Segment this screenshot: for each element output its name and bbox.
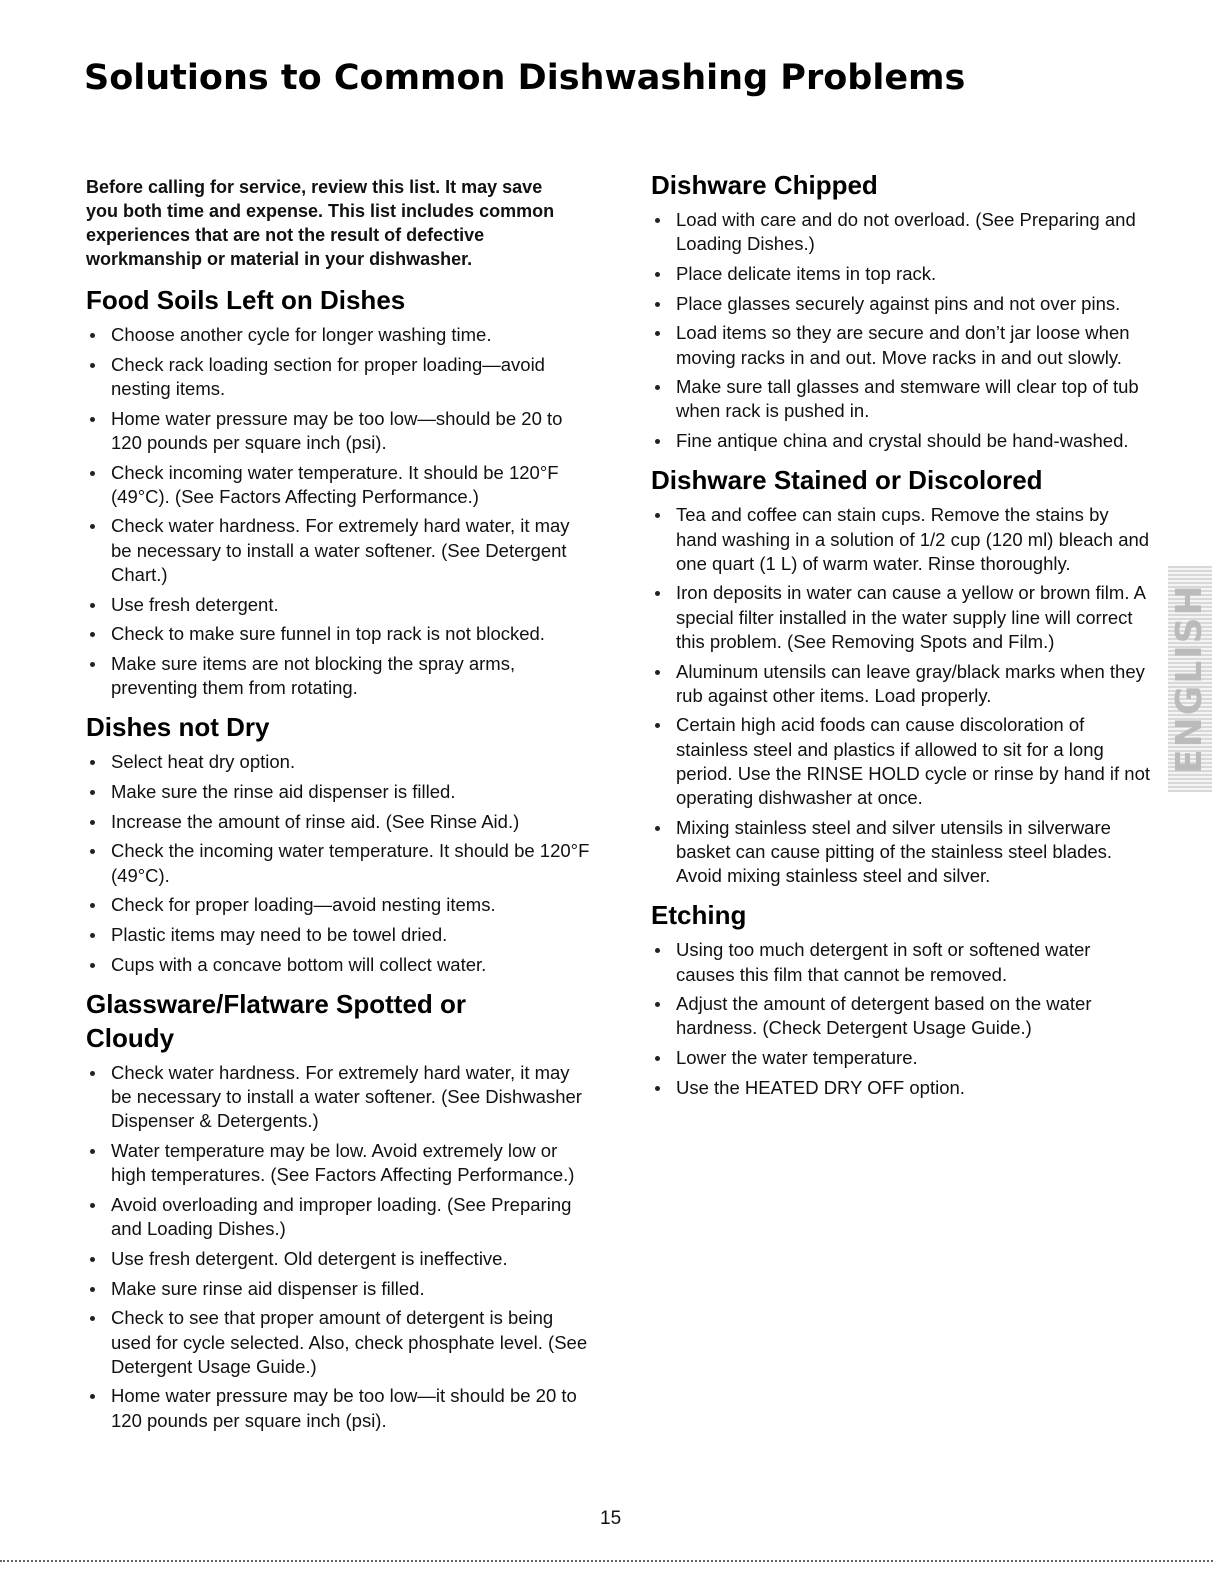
language-side-tab	[1168, 566, 1212, 792]
bullet-list	[651, 938, 1151, 1100]
list-item: Home water pressure may be too low—should be 20 to 120 pounds per square inch (psi).	[86, 407, 591, 455]
left-column	[86, 175, 591, 1443]
list-item: Tea and coffee can stain cups. Remove the stains by hand washing in a solution of 1/2 cup (120 ml) bleach and one quart (1 L) of warm water. Rinse thoroughly.	[651, 503, 1151, 576]
right-column	[651, 168, 1151, 1110]
list-item: Increase the amount of rinse aid. (See Rinse Aid.)	[86, 810, 591, 834]
list-item: Using too much detergent in soft or softened water causes this film that cannot be removed.	[651, 938, 1151, 986]
bullet-list	[651, 208, 1151, 453]
list-item: Load items so they are secure and don’t jar loose when moving racks in and out. Move racks in and out slowly.	[651, 321, 1151, 369]
list-item: Use fresh detergent. Old detergent is ineffective.	[86, 1247, 591, 1271]
list-item: Make sure items are not blocking the spray arms, preventing them from rotating.	[86, 652, 591, 700]
list-item: Check for proper loading—avoid nesting items.	[86, 893, 591, 917]
list-item: Aluminum utensils can leave gray/black marks when they rub against other items. Load properly.	[651, 660, 1151, 708]
section-heading: Dishes not Dry	[86, 712, 270, 743]
list-item: Make sure rinse aid dispenser is filled.	[86, 1277, 591, 1301]
list-item: Check to make sure funnel in top rack is not blocked.	[86, 622, 591, 646]
list-item: Water temperature may be low. Avoid extremely low or high temperatures. (See Factors Affecting Performance.)	[86, 1139, 591, 1187]
list-item: Make sure the rinse aid dispenser is filled.	[86, 780, 591, 804]
page-number: 15	[600, 1508, 622, 1529]
list-item: Check water hardness. For extremely hard water, it may be necessary to install a water softener. (See Dishwasher Dispenser & Detergents.)	[86, 1061, 591, 1134]
list-item: Certain high acid foods can cause discoloration of stainless steel and plastics if allowed to sit for a long period. Use the RINSE HOLD cycle or rinse by hand if not operating dishwasher at once.	[651, 713, 1151, 810]
list-item: Fine antique china and crystal should be hand-washed.	[651, 429, 1151, 453]
list-item: Lower the water temperature.	[651, 1046, 1151, 1070]
list-item: Check rack loading section for proper loading—avoid nesting items.	[86, 353, 591, 401]
list-item: Mixing stainless steel and silver utensils in silverware basket can cause pitting of the stainless steel blades. Avoid mixing stainless steel and silver.	[651, 816, 1151, 889]
list-item: Load with care and do not overload. (See Preparing and Loading Dishes.)	[651, 208, 1151, 256]
list-item: Cups with a concave bottom will collect water.	[86, 953, 591, 977]
list-item: Avoid overloading and improper loading. (See Preparing and Loading Dishes.)	[86, 1193, 591, 1241]
list-item: Use fresh detergent.	[86, 593, 591, 617]
bullet-list	[86, 1061, 591, 1433]
list-item: Make sure tall glasses and stemware will clear top of tub when rack is pushed in.	[651, 375, 1151, 423]
list-item: Choose another cycle for longer washing time.	[86, 323, 591, 347]
section-dishware-stained	[651, 463, 1151, 888]
intro-text: Before calling for service, review this list. It may save you both time and expense. This list includes common experiences that are not the result of defective workmanship or material in your dishwasher.	[86, 177, 555, 269]
list-item: Check to see that proper amount of detergent is being used for cycle selected. Also, check phosphate level. (See Detergent Usage Guide.)	[86, 1306, 591, 1379]
bullet-list	[651, 503, 1151, 888]
list-item: Select heat dry option.	[86, 750, 591, 774]
section-heading: Etching	[651, 900, 747, 931]
section-food-soils	[86, 283, 591, 700]
section-heading: Dishware Chipped	[651, 170, 878, 200]
language-side-tab-label: ENGLISH	[1169, 583, 1210, 775]
list-item: Plastic items may need to be towel dried.	[86, 923, 591, 947]
list-item: Adjust the amount of detergent based on the water hardness. (Check Detergent Usage Guide.)	[651, 992, 1151, 1040]
section-etching	[651, 898, 1151, 1100]
section-heading: Food Soils Left on Dishes	[86, 285, 406, 315]
section-heading: Dishware Stained or Discolored	[651, 465, 1043, 496]
section-dishes-not-dry	[86, 710, 591, 977]
section-glassware-spotted	[86, 987, 591, 1433]
list-item: Check water hardness. For extremely hard water, it may be necessary to install a water softener. (See Detergent Chart.)	[86, 514, 591, 587]
list-item: Place glasses securely against pins and not over pins.	[651, 292, 1151, 316]
section-dishware-chipped	[651, 168, 1151, 453]
list-item: Home water pressure may be too low—it should be 20 to 120 pounds per square inch (psi).	[86, 1384, 591, 1432]
page-title: Solutions to Common Dishwashing Problems	[84, 58, 966, 98]
list-item: Check incoming water temperature. It should be 120°F (49°C). (See Factors Affecting Performance.)	[86, 461, 591, 509]
list-item: Use the HEATED DRY OFF option.	[651, 1076, 1151, 1100]
bullet-list	[86, 323, 591, 700]
list-item: Check the incoming water temperature. It should be 120°F (49°C).	[86, 839, 591, 887]
bullet-list	[86, 750, 591, 977]
list-item: Iron deposits in water can cause a yellow or brown film. A special filter installed in the water supply line will correct this problem. (See Removing Spots and Film.)	[651, 581, 1151, 654]
bottom-divider	[0, 1560, 1213, 1562]
list-item: Place delicate items in top rack.	[651, 262, 1151, 286]
section-heading: Glassware/Flatware Spotted or Cloudy	[86, 988, 467, 1053]
